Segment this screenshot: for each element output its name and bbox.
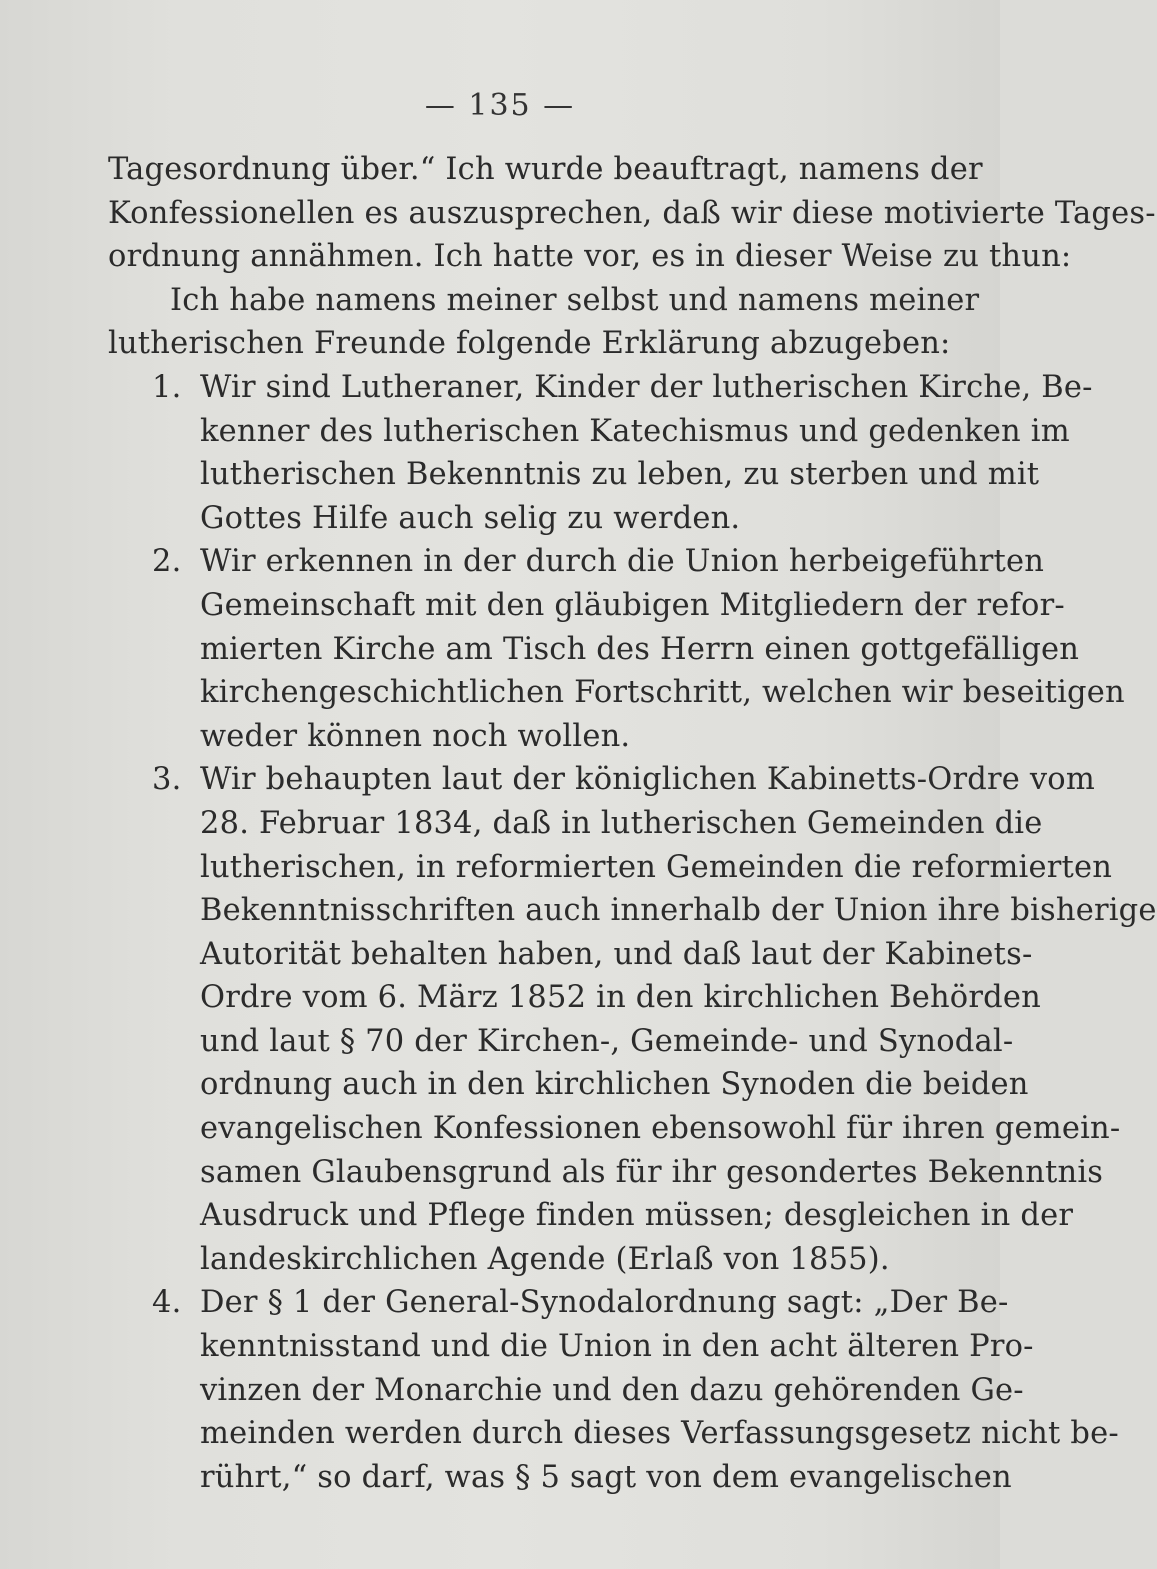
text-line: vinzen der Monarchie und den dazu gehörenden Ge- (200, 1372, 1024, 1408)
text-line: Ordre vom 6. März 1852 in den kirchlichen Behörden (200, 980, 1041, 1016)
item-number: 4. (152, 1285, 182, 1321)
text-line: 4. Der § 1 der General-Synodalordnung sagt: „Der Be- (108, 1281, 936, 1325)
text-line: Tagesordnung über.“ Ich wurde beauftragt, namens der (108, 152, 983, 187)
text-line: meinden werden durch dieses Verfassungsgesetz nicht be- (200, 1416, 1119, 1452)
text-line: 3. Wir behaupten laut der königlichen Kabinetts-Ordre vom (108, 758, 936, 802)
page-number: — 135 — (424, 88, 576, 123)
list-item-4 (108, 1281, 1119, 1499)
text-line: Bekenntnisschriften auch innerhalb der Union ihre bisherige (200, 893, 1157, 929)
text-line: rührt,“ so darf, was § 5 sagt von dem evangelischen (200, 1459, 1012, 1495)
text-line: landeskirchlichen Agende (Erlaß von 1855). (200, 1241, 890, 1277)
paragraph-2 (108, 279, 980, 366)
text-line: 1. Wir sind Lutheraner, Kinder der lutherischen Kirche, Be- (108, 366, 936, 410)
text-line: kirchengeschichtlichen Fortschritt, welchen wir beseitigen (200, 675, 1125, 711)
text-line: Konfessionellen es auszusprechen, daß wir diese motivierte Tages- (108, 195, 1156, 231)
list-item-1 (108, 366, 1093, 540)
text-line: Gemeinschaft mit den gläubigen Mitgliedern der refor- (200, 587, 1065, 623)
text-line: Ich habe namens meiner selbst und namens meiner (170, 282, 980, 318)
item-number: 3. (152, 762, 182, 798)
item-number: 1. (152, 369, 182, 405)
body-text (108, 148, 1157, 1499)
list-item-2 (108, 540, 1125, 758)
text-line: ordnung auch in den kirchlichen Synoden die beiden (200, 1067, 1029, 1103)
text-line: und laut § 70 der Kirchen-, Gemeinde- und Synodal- (200, 1023, 1014, 1059)
text-line: mierten Kirche am Tisch des Herrn einen gottgefälligen (200, 631, 1080, 667)
text-line: Gottes Hilfe auch selig zu werden. (200, 500, 741, 536)
list-item-3 (108, 758, 1157, 1281)
text-line: lutherischen Bekenntnis zu leben, zu sterben und mit (200, 457, 1040, 493)
text-line: Autorität behalten haben, und daß laut der Kabinets- (200, 936, 1033, 972)
text-line: lutherischen Freunde folgende Erklärung abzugeben: (108, 326, 951, 362)
text-line: weder können noch wollen. (200, 718, 631, 754)
text-line: 28. Februar 1834, daß in lutherischen Gemeinden die (200, 805, 1043, 841)
text-line: ordnung annähmen. Ich hatte vor, es in dieser Weise zu thun: (108, 239, 1072, 275)
text-line: kenner des lutherischen Katechismus und gedenken im (200, 413, 1070, 449)
text-line: 2. Wir erkennen in der durch die Union herbeigeführten (108, 540, 936, 584)
text-line: lutherischen, in reformierten Gemeinden die reformierten (200, 849, 1113, 885)
text-line: kenntnisstand und die Union in den acht älteren Pro- (200, 1329, 1034, 1365)
item-number: 2. (152, 544, 182, 580)
text-line: samen Glaubensgrund als für ihr gesondertes Bekenntnis (200, 1154, 1104, 1190)
text-line: evangelischen Konfessionen ebensowohl für ihren gemein- (200, 1111, 1121, 1147)
text-line: Ausdruck und Pflege finden müssen; desgleichen in der (200, 1198, 1074, 1234)
paragraph-1 (108, 148, 1156, 279)
